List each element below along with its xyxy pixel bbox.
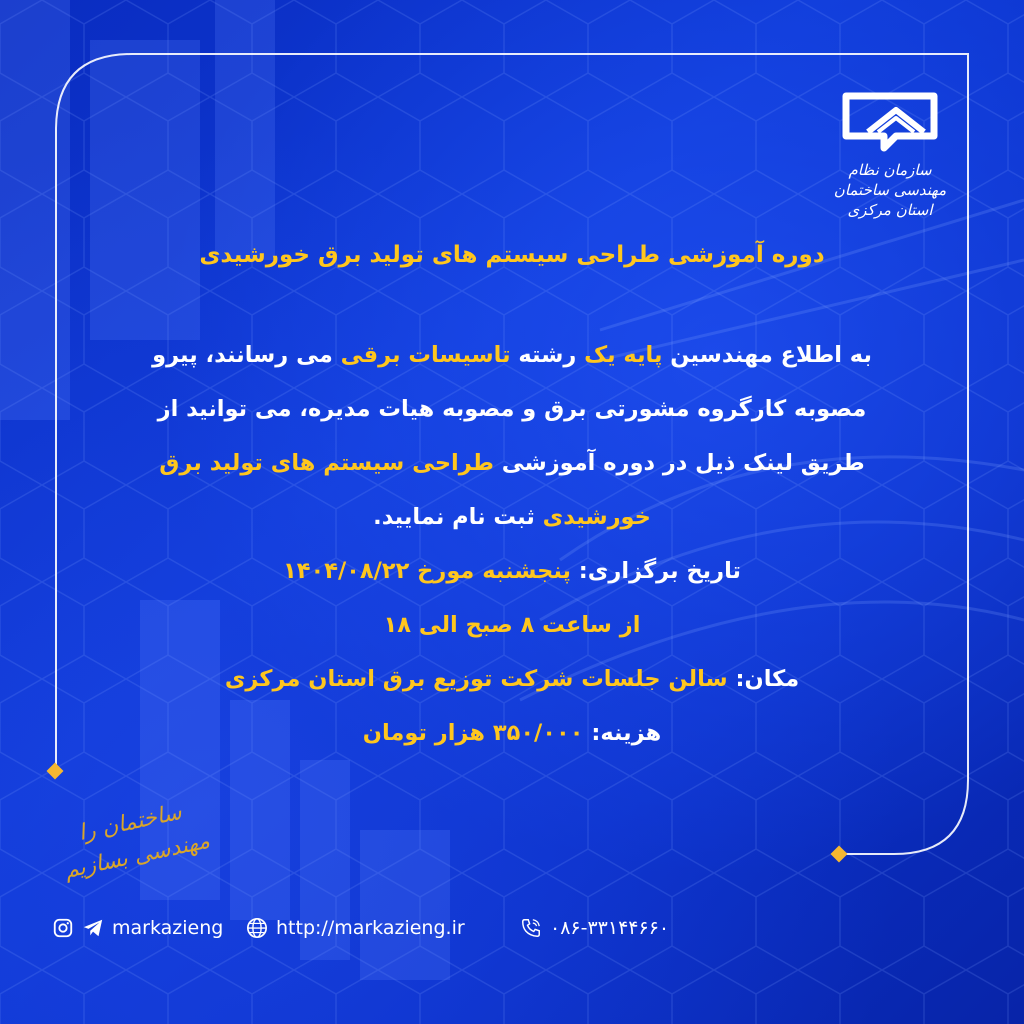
body-text: طریق لینک ذیل در دوره آموزشی — [493, 450, 865, 476]
highlight-text: پایه یک — [584, 342, 663, 368]
date-label: تاریخ برگزاری: — [570, 558, 741, 584]
place-value: سالن جلسات شرکت توزیع برق استان مرکزی — [224, 666, 728, 692]
highlight-text: خورشیدی — [542, 504, 651, 530]
body-line-2: مصوبه کارگروه مشورتی برق و مصوبه هیات مدیره، می توانید از — [157, 396, 867, 422]
body-line-1 — [96, 328, 928, 382]
organization-name-line2: استان مرکزی — [847, 201, 933, 219]
contact-footer — [0, 908, 1024, 948]
instagram-icon[interactable] — [52, 917, 74, 939]
organization-name-line1: سازمان نظام مهندسی ساختمان — [833, 161, 947, 199]
organization-name — [826, 160, 954, 220]
social-link[interactable] — [52, 908, 223, 948]
event-place — [96, 652, 928, 706]
event-time: از ساعت ۸ صبح الی ۱۸ — [383, 612, 641, 638]
social-handle[interactable]: markazieng — [112, 917, 224, 939]
event-date — [96, 544, 928, 598]
body-text: ثبت نام نمایید. — [373, 504, 543, 530]
highlight-text: طراحی سیستم های تولید برق — [159, 450, 494, 476]
globe-icon — [246, 917, 268, 939]
cost-value: ۳۵۰/۰۰۰ هزار تومان — [362, 720, 584, 746]
cost-label: هزینه: — [583, 720, 662, 746]
website-link[interactable] — [246, 908, 465, 948]
place-label: مکان: — [727, 666, 800, 692]
phone-icon — [520, 917, 542, 939]
slogan-signature: ساختمان را مهندسی بسازیم — [62, 799, 213, 884]
telegram-icon[interactable] — [82, 917, 104, 939]
website-url[interactable]: http://markazieng.ir — [276, 917, 465, 939]
highlight-text: تاسیسات برقی — [340, 342, 511, 368]
body-text: رشته — [510, 342, 585, 368]
course-title: دوره آموزشی طراحی سیستم های تولید برق خورشیدی — [199, 242, 825, 268]
phone-number[interactable]: ۰۸۶-۳۳۱۴۴۶۶۰ — [550, 917, 670, 939]
event-cost — [96, 706, 928, 760]
date-value: پنجشنبه مورخ ۱۴۰۴/۰۸/۲۲ — [283, 558, 571, 584]
body-line-3 — [96, 436, 928, 490]
body-line-4 — [96, 490, 928, 544]
body-text: به اطلاع مهندسین — [662, 342, 872, 368]
body-text: می رسانند، پیرو — [152, 342, 341, 368]
announcement-body — [96, 328, 928, 760]
phone-contact[interactable] — [520, 908, 669, 948]
